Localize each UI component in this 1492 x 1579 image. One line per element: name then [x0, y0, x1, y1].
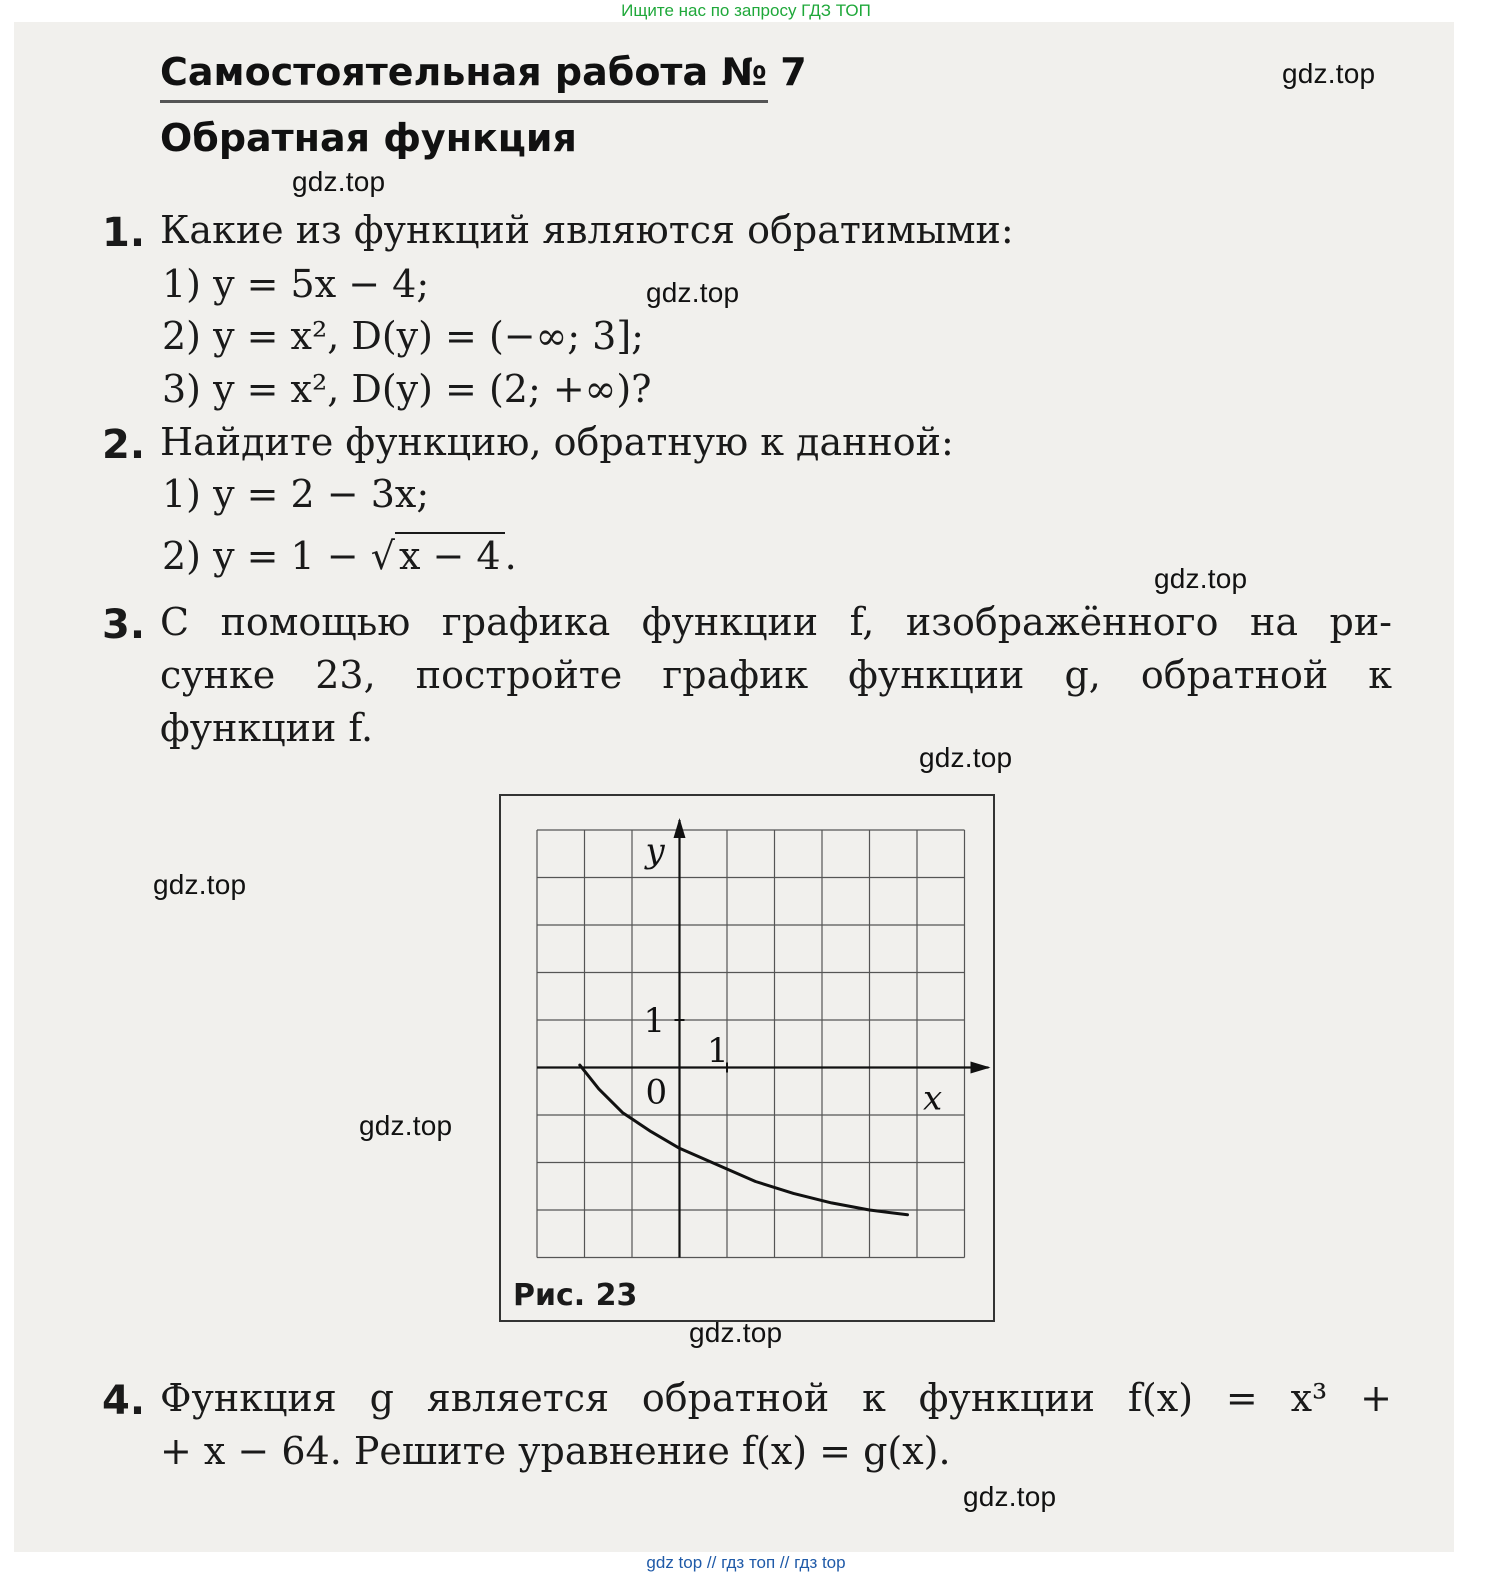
task4-line2: + x − 64. Решите уравнение f(x) = g(x). — [160, 1429, 951, 1473]
origin-label: 0 — [645, 1072, 668, 1113]
x-axis-arrow — [971, 1062, 991, 1074]
task2-option2-radicand: x − 4 — [395, 532, 505, 578]
task3-line3: функции f. — [160, 706, 374, 750]
task4-line1: Функция g является обратной к функции f(x) = x³ + — [160, 1376, 1392, 1420]
page-subtitle: Обратная функция — [160, 116, 577, 160]
task2-number: 2. — [102, 422, 146, 468]
task2-option2-prefix: 2) y = 1 − — [162, 534, 371, 578]
watermark: gdz.top — [689, 1317, 783, 1348]
task1-option2: 2) y = x², D(y) = (−∞; 3]; — [162, 314, 644, 358]
figure-caption: Рис. 23 — [513, 1278, 638, 1313]
y-unit-label: 1 — [643, 1001, 666, 1041]
function-f-curve — [580, 1065, 908, 1215]
top-banner: Ищите нас по запросу ГДЗ ТОП — [621, 1, 871, 20]
watermark: gdz.top — [963, 1481, 1057, 1512]
watermark: gdz.top — [292, 166, 386, 197]
sqrt-sign: √ — [370, 534, 395, 578]
watermark: gdz.top — [153, 869, 247, 900]
task2-option2-suffix: . — [504, 534, 517, 578]
x-unit-label: 1 — [707, 1031, 729, 1071]
x-axis-label: x — [923, 1078, 943, 1119]
task2-option2 — [162, 534, 517, 578]
task1-option1: 1) y = 5x − 4; — [162, 262, 430, 306]
watermark: gdz.top — [919, 742, 1013, 773]
y-axis-arrow — [674, 818, 686, 838]
task3-number: 3. — [102, 602, 146, 648]
figure-23 — [499, 794, 995, 1322]
bottom-banner: gdz top // гдз топ // гдз top — [646, 1553, 846, 1572]
page-title: Самостоятельная работа № 7 — [160, 50, 807, 94]
task1-option3: 3) y = x², D(y) = (2; +∞)? — [162, 367, 652, 411]
graph-svg — [501, 796, 997, 1324]
task1-number: 1. — [102, 210, 146, 256]
y-axis-label: y — [645, 831, 665, 871]
task2-text: Найдите функцию, обратную к данной: — [160, 420, 954, 464]
task1-text: Какие из функций являются обратимыми: — [160, 208, 1014, 252]
task4-number: 4. — [102, 1378, 146, 1424]
watermark: gdz.top — [359, 1110, 453, 1141]
watermark: gdz.top — [1154, 563, 1248, 594]
title-underline — [160, 100, 768, 103]
task2-option1: 1) y = 2 − 3x; — [162, 472, 430, 516]
task3-line2: сунке 23, постройте график функции g, обратной к — [160, 653, 1392, 697]
task3-line1: С помощью графика функции f, изображённого на ри- — [160, 600, 1392, 644]
watermark: gdz.top — [646, 277, 740, 308]
watermark: gdz.top — [1282, 58, 1376, 89]
